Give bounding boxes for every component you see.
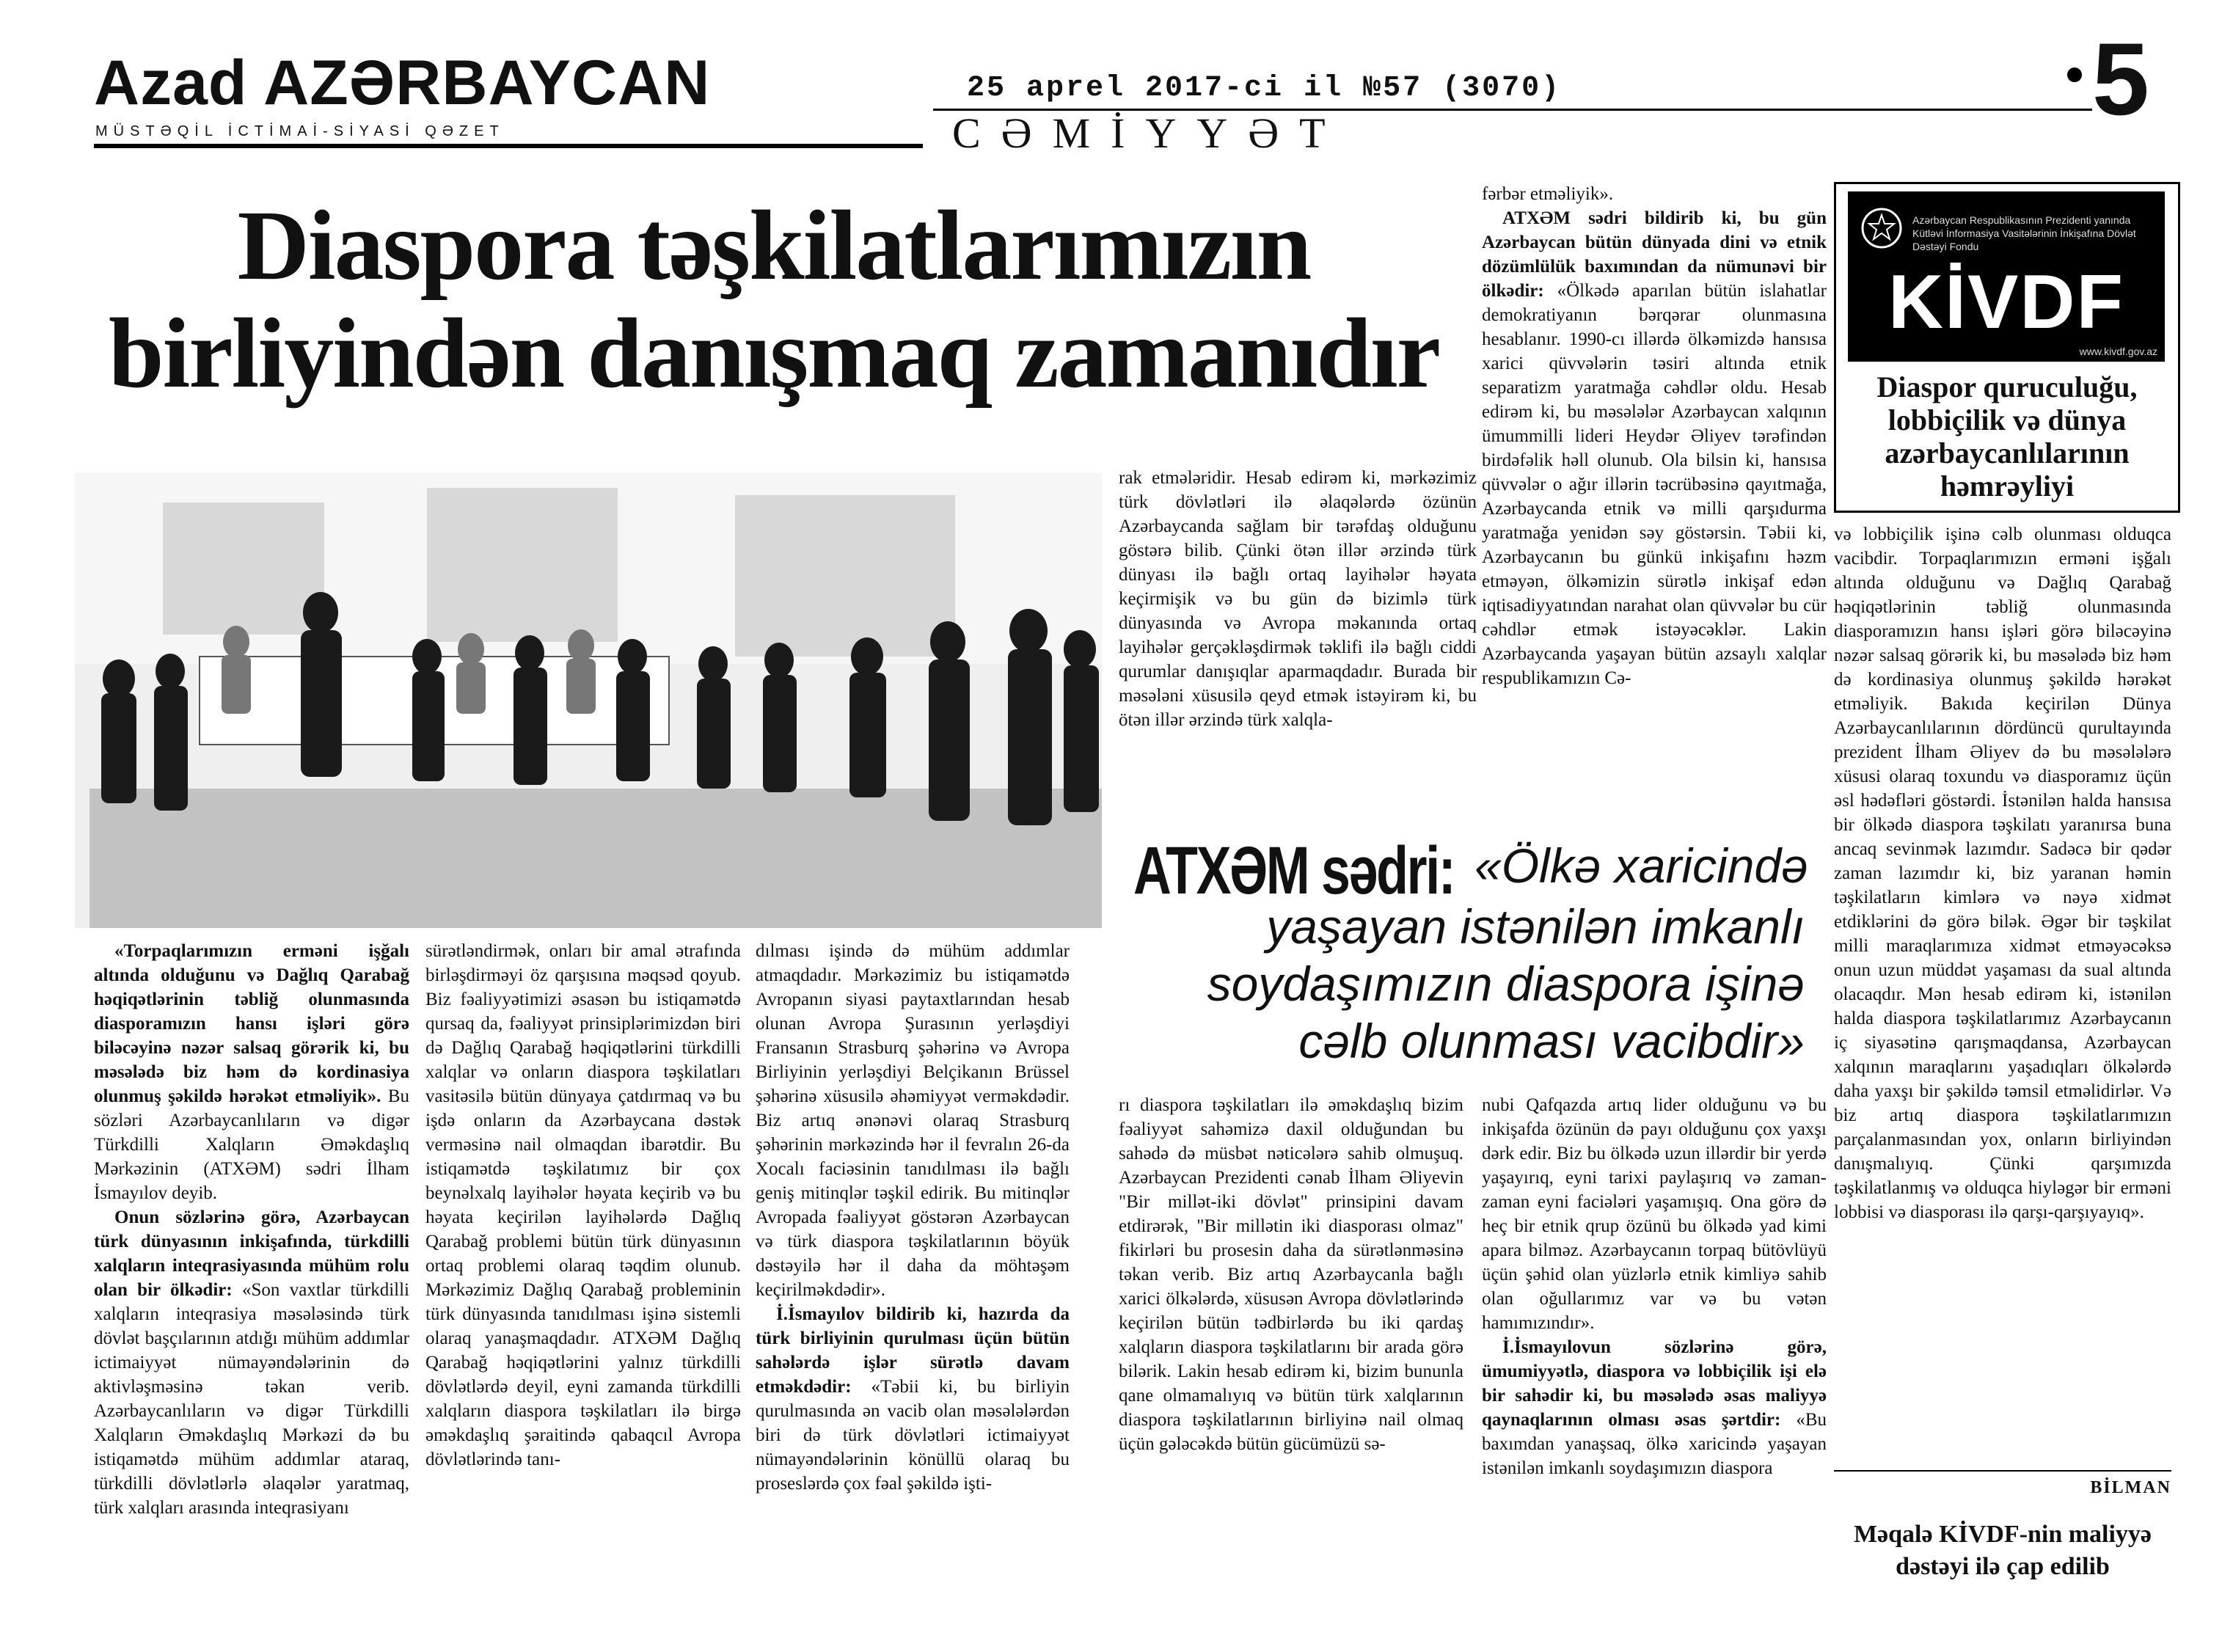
protest-photo-image	[75, 473, 1102, 928]
interview-quote-1: «Ölkə xaricində	[1474, 838, 1808, 893]
kivdf-logo-text: KİVDF	[1888, 260, 2124, 345]
column-1-text-b: «Son vaxtlar türkdilli xalqların inteqrasiya məsələsində türk dövlət başçılarının atdığı mühüm addımlar ictimaiyyət nümayəndələrinin də aktivləşməsinə təkan verib. Azərbaycanlıların və digər Türkdilli Xalqların Əməkdaşlıq Mərkəzi də bu istiqamətdə mühüm addımlar ataraq, türkdilli dövlətlərlə əlaqələr yaratmaq, türk xalqları arasında inteqrasiyanı	[94, 1280, 409, 1518]
column-6-text: və lobbiçilik işinə cəlb olunması olduqca vacibdir. Torpaqlarımızın erməni işğalı altında olduğunu və Dağlıq Qarabağ həqiqətlərinin təbliğ olunmasında diasporamızın hansı işləri görə biləcəyinə nəzər salsaq görərik ki, bu məsələdə biz həm də kordinasiya olunmuş şəkildə hərəkət etməliyik. Bakıda keçirilən Dünya Azərbaycanlılarının dördüncü qurultayında prezident İlham Əliyev də bu məsələlərə xüsusi olaraq toxundu və diasporamız üçün əsl hədəfləri göstərdi. İstənilən halda hansısa bir ölkədə diaspora təşkilatı yaranırsa buna ancaq sevinmək lazımdır. Sadəcə bir qədər zaman lazımdır ki, biz yaranan həmin təşkilatların kimlərə və nəyə xidmət etdiklərini də görə bilək. Əgər bir təşkilat milli maraqlarımıza xidmət etməyəcəksə onun uzun müddət yaşaması da sual altında olacaqdır. Mən hesab edirəm ki, istənilən halda diaspora təşkilatlarımız Azərbaycanın iç siyasətinə qarışmaqdansa, Azərbaycan xalqının maraqlarını yaşadıqları ölkələrdə daha yaxşı bir şəkildə təmsil etməlidirlər. Və biz artıq diaspora təşkilatlarımızın parçalanmasından yox, onların birliyindən danışmalıyıq. Çünki qarşımızda təşkilatlanmış və olduqca hiyləgər bir erməni lobbisi və diasporası ilə qarşı-qarşıyayıq».	[1834, 525, 2171, 1222]
column-1-bold-b: Onun sözlərinə görə, Azərbaycan türk dünyasının inkişafında, türkdilli xalqların inteqrasiyasında mühüm rolu olan bir ölkədir:	[94, 1207, 409, 1300]
column-3-text-b: «Təbii ki, bu birliyin qurulmasında ən vacib olan məsələlərdən biri də türk dövlətləri ictimaiyyət nümayəndələrinin könüllü olaraq bu proseslərdə çox fəal şəkildə işti-	[756, 1377, 1070, 1494]
azerbaijan-emblem-icon	[1861, 208, 1902, 249]
author-byline: BİLMAN	[2090, 1478, 2171, 1497]
article-column-3	[756, 939, 1070, 1496]
article-column-5	[1482, 182, 1827, 690]
kivdf-logo	[1848, 191, 2165, 362]
issue-dateline: 25 aprel 2017-ci il №57 (3070)	[967, 72, 1562, 105]
column-8-text-a: nubi Qafqazda artıq lider olduğunu və bu inkişafda özünün də payı olduğunu çox yaxşı dərk edir. Biz bu ölkədə uzun illərdir bir yerdə yaşayırıq, eyni tarixi paylaşırıq və zaman-zaman eyni faciələri yaşamışıq. Ona görə də heç bir etnik qrup özünü bu ölkədə yad kimi apara bilməz. Azərbaycanın torpaq bütövlüyü üçün şəhid olan yüzlərlə etnik kimliyə sahib olan oğullarımız var və bu vətən hamımızındır».	[1482, 1095, 1827, 1333]
column-8-bold: İ.İsmayılovun sözlərinə görə, ümumiyyətlə, diaspora və lobbiçilik işi elə bir sahədir ki, bu məsələdə əsas maliyyə qaynaqlarının olması əsas şərtdir:	[1482, 1337, 1827, 1430]
column-3-text-a: dılması işində də mühüm addımlar atmaqdadır. Mərkəzimiz bu istiqamətdə Avropanın siyasi paytaxtlarından hesab olunan Avropa Şurasının yerləşdiyi Fransanın Strasburq şəhərinə və Avropa Birliyinin yerləşdiyi Belçikanın Brüssel şəhərinə xüsusilə əhəmiyyət verməkdədir. Biz artıq ənənəvi olaraq Strasburq şəhərinin mərkəzində hər il fevralın 26-da Xocalı faciəsinin tanıdılması ilə bağlı geniş mitinqlər təşkil edirik. Bu mitinqlər Avropada fəaliyyət göstərən Azərbaycan və türk diaspora təşkilatlarının böyük dəstəyilə hər il daha da möhtəşəm keçirilməkdədir».	[756, 941, 1070, 1300]
article-column-2	[425, 939, 741, 1472]
column-7-text: rı diaspora təşkilatları ilə əməkdaşlıq bizim fəaliyyət sahəmizə daxil olduğundan bu sahədə də müsbət nəticələrə sahib olmuşuq. Azərbaycan Prezidenti cənab İlham Əliyevin "Bir millət-iki dövlət" prinsipini davam etdirərək, "Bir millətin iki diasporası olmaz" fikirləri bu prosesin daha da sürətlənməsinə təkan verib. Biz artıq Azərbaycanla bağlı xarici ölkələrdə, xüsusən Avropa dövlətlərində keçirilən bütün tədbirlərdə bu iki qardaş xalqların diaspora təşkilatlarını bir arada görə bilərik. Lakin hesab edirəm ki, bizim bununla qane olmamalıyıq və bütün türk xalqlarının diaspora təşkilatlarının birliyinə nail olmaq üçün gələcəkdə bütün gücümüzü sə-	[1119, 1095, 1463, 1454]
column-4-text: rak etmələridir. Hesab edirəm ki, mərkəzimiz türk dövlətləri ilə əlaqələrdə özünün Azərbaycanda sağlam bir tərəfdaş olduğunu göstərə bilib. Çünki ötən illər ərzində türk dünyası ilə bağlı ortaq layihələr həyata keçirmişik və bu gün də bizimlə türk dünyasında və Avropa məkanında ortaq layihələr gerçəkləşdirmək təklifi ilə bağlı ciddi qurumlar danışıqlar aparmaqdadır. Burada bir məsələni xüsusilə qeyd etmək istəyirəm ki, bu ötən illər ərzində türk xalqla-	[1119, 468, 1477, 730]
column-2-text: sürətləndirmək, onları bir amal ətrafında birləşdirməyi öz qarşısına məqsəd qoyub. Biz fəaliyyətimizi əsasən bu istiqamətdə qursaq da, fəaliyyət prinsiplərimizdən biri də Dağlıq Qarabağ həqiqətlərini türkdilli xalqlar və onların diaspora təşkilatları vasitəsilə bütün dünyaya çatdırmaq və bu işdə onların da Azərbaycana dəstək verməsinə nail olmaqdan ibarətdir. Bu istiqamətdə təşkilatımız bir çox beynəlxalq layihələr həyata keçirib və bu həyata keçirilən layihələrdə Dağlıq Qarabağ problemi bütün türk dünyasının ortaq problemi olaraq təqdim olunub. Mərkəzimiz Dağlıq Qarabağ probleminin türk dünyasında tanıdılması işinə sistemli olaraq yanaşmaqdadır. ATXƏM Dağlıq Qarabağ həqiqətlərini yalnız türkdilli dövlətlərdə deyil, eyni zamanda türkdilli xalqların diaspora təşkilatları ilə birgə əməkdaşlıq şəraitində qabaqcıl Avropa dövlətlərində tanı-	[425, 941, 741, 1469]
headline-line-2: birliyindən danışmaq zamanıdır	[108, 298, 1440, 409]
column-3-bold: İ.İsmayılov bildirib ki, hazırda da türk birliyinin qurulması üçün bütün sahələrdə işlər sürətlə davam etməkdədir:	[756, 1304, 1070, 1397]
article-column-6	[1834, 522, 2171, 1224]
article-column-4	[1119, 466, 1477, 732]
article-column-7	[1119, 1093, 1463, 1456]
kivdf-logo-url: www.kivdf.gov.az	[2079, 346, 2157, 357]
column-5-text-b: «Ölkədə aparılan bütün islahatlar demokratiyanın bərqərar olunmasına hesablanır. 1990-cı illərdə ölkəmizdə hansısa xarici qüvvələrin təsiri altında etnik separatizm yaratmağa cəhdlər oldu. Hesab edirəm ki, bu məsələlər Azərbaycan xalqının ümummilli lideri Heydər Əliyev tərəfindən birdəfəlik həll olunub. Ola bilsin ki, hansısa qüvvələr o ağır illərin təcrübəsinə qayıtmağa, Azərbaycanda etnik və milli qarşıdurma yaratmağa yenidən səy göstərsin. Təbii ki, Azərbaycanın bu günkü inkişafını həzm etməyən, ölkəmizin sürətlə inkişaf edən iqtisadiyyatından narahat olan qüvvələr bu cür cəhdlər etmək istəyəcəklər. Lakin Azərbaycanda yaşayan bütün azsaylı xalqlar respublikamızın Cə-	[1482, 281, 1827, 688]
article-column-1	[94, 939, 409, 1520]
headline-line-1: Diaspora təşkilatlarımızın	[237, 191, 1311, 301]
column-5-text-a: fərbər etməliyik».	[1482, 184, 1614, 204]
kivdf-logo-small-text: Azərbaycan Respublikasının Prezidenti yanında Kütləvi İnformasiya Vasitələrinin İnkişafına Dövlət Dəstəyi Fondu	[1912, 214, 2136, 252]
interview-quote-2: yaşayan istənilən imkanlı	[1266, 899, 1805, 954]
page-number: 5	[2092, 21, 2149, 136]
page-dot-icon	[2067, 67, 2082, 82]
kivdf-sidebar-box	[1834, 182, 2180, 513]
byline-rule	[1834, 1470, 2171, 1472]
article-column-8	[1482, 1093, 1827, 1480]
lead-quote: «Torpaqlarımızın erməni işğalı altında olduğunu və Dağlıq Qarabağ həqiqətlərinin təbliğ olunmasında diasporamızın hansı işləri görə biləcəyinə nəzər salsaq görərik ki, bu məsələdə biz həm də kordinasiya olunmuş şəkildə hərəkət etməliyik».	[94, 941, 409, 1106]
funding-credit: Məqalə KİVDF-nin maliyyə dəstəyi ilə çap edilib	[1853, 1521, 2152, 1580]
column-5-bold: ATXƏM sədri bildirib ki, bu gün Azərbaycan bütün dünyada dini və etnik dözümlülük baxımından da nümunəvi bir ölkədir:	[1482, 208, 1827, 301]
interview-label: ATXƏM sədri:	[1133, 833, 1455, 908]
column-1-text-a: Bu sözləri Azərbaycanlıların və digər Türkdilli Xalqların Əməkdaşlıq Mərkəzinin (ATXƏM) sədri İlham İsmayılov deyib.	[94, 1086, 409, 1203]
section-title: CƏMİYYƏT	[952, 109, 1346, 157]
headline	[81, 192, 1467, 408]
masthead-rule	[94, 144, 923, 148]
interview-quote-4: cəlb olunması vacibdir»	[1298, 1014, 1805, 1068]
interview-quote-3: soydaşımızın diaspora işinə	[1207, 957, 1805, 1011]
protest-photo	[75, 473, 1102, 928]
newspaper-brand: Azad AZƏRBAYCAN	[94, 48, 711, 118]
sidebar-caption: Diaspor quruculuğu, lobbiçilik və dünya azərbaycanlılarının həmrəyliyi	[1876, 370, 2138, 502]
column-8-text-b: «Bu baxımdan yanaşsaq, ölkə xaricində yaşayan istənilən imkanlı soydaşımızın diaspora	[1482, 1410, 1827, 1478]
newspaper-tagline: MÜSTƏQİL İCTİMAİ-SİYASİ QƏZET	[95, 123, 505, 139]
